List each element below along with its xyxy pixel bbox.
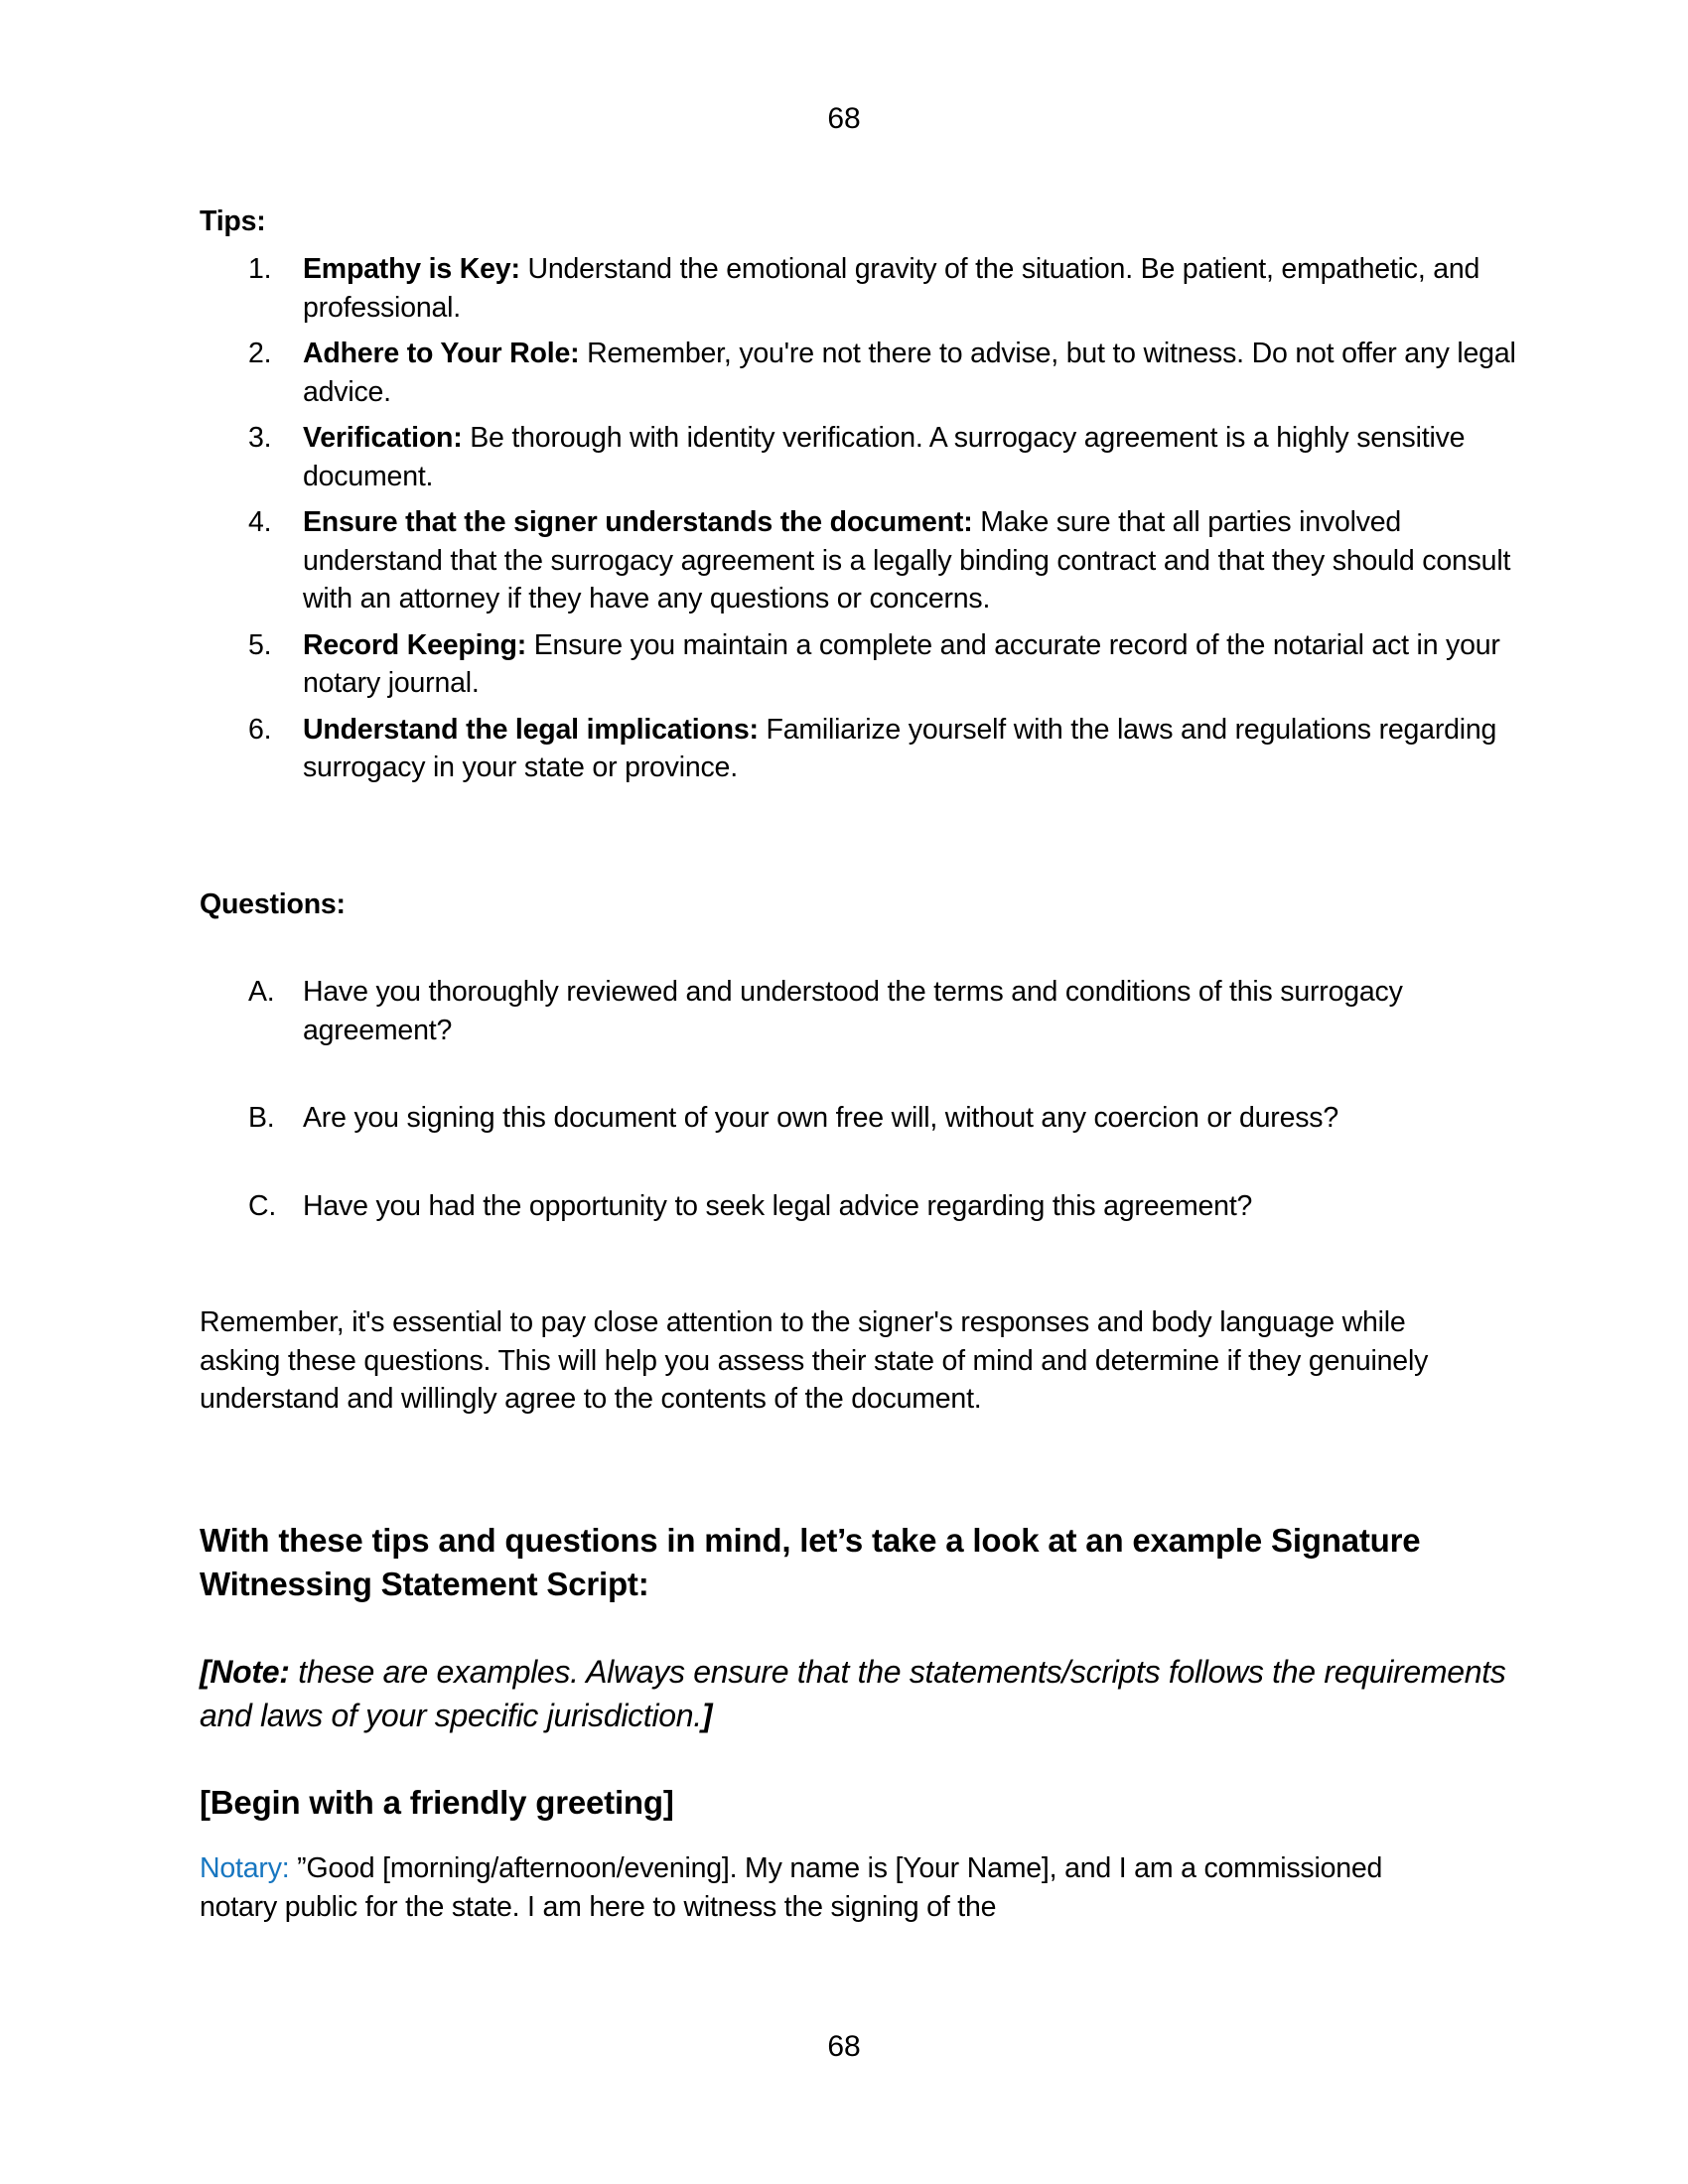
list-marker: 2. <box>248 338 272 369</box>
tip-text: Remember, you're not there to advise, but to witness. Do not offer any legal advice. <box>303 338 1516 408</box>
question-text: Are you signing this document of your own free will, without any coercion or duress? <box>303 1102 1338 1134</box>
note-text: these are examples. Always ensure that the statements/scripts follows the requirements and laws of your specific jurisdiction. <box>200 1654 1506 1733</box>
tip-text: Make sure that all parties involved understand that the surrogacy agreement is a legally binding contract and that they should consult with an attorney if they have any questions or concerns. <box>303 506 1511 614</box>
tip-text: Familiarize yourself with the laws and regulations regarding surrogacy in your state or province. <box>303 713 1497 783</box>
list-marker: 4. <box>248 506 272 538</box>
reminder-paragraph: Remember, it's essential to pay close attention to the signer's responses and body language while asking these questions. This will help you assess their state of mind and determine if they genuinely understand and willingly agree to the contents of the document. <box>200 1306 1429 1415</box>
tip-title: Empathy is Key: <box>303 253 520 285</box>
notary-dialogue <box>200 1849 1431 1926</box>
greeting-heading: [Begin with a friendly greeting] <box>200 1784 674 1821</box>
dialogue-line: ”Good [morning/afternoon/evening]. My name is [Your Name], and I am a commissioned notary public for the state. I am here to witness the signing of the <box>200 1852 1383 1923</box>
tips-list <box>200 250 1520 787</box>
tip-item <box>200 503 1520 618</box>
tip-title: Understand the legal implications: <box>303 713 759 746</box>
list-marker: 6. <box>248 713 272 746</box>
note-open-bracket: [ <box>200 1654 211 1690</box>
note-close-bracket: ] <box>701 1698 713 1733</box>
questions-section <box>200 973 1520 1225</box>
question-text: Have you thoroughly reviewed and understood the terms and conditions of this surrogacy agreement? <box>303 976 1403 1046</box>
script-intro-heading: With these tips and questions in mind, let’s take a look at an example Signature Witnessing Statement Script: <box>200 1522 1421 1602</box>
tips-section <box>200 250 1520 787</box>
note-label: Note: <box>210 1654 290 1690</box>
tip-title: Ensure that the signer understands the document: <box>303 506 973 538</box>
tip-item <box>200 335 1520 411</box>
tip-title: Verification: <box>303 422 463 454</box>
tip-title: Adhere to Your Role: <box>303 338 580 369</box>
footer-page-number: 68 <box>827 2030 861 2063</box>
tip-text: Understand the emotional gravity of the situation. Be patient, empathetic, and professional. <box>303 253 1480 324</box>
header-page-number: 68 <box>827 102 861 135</box>
tip-item <box>200 626 1520 703</box>
tip-item <box>200 419 1520 495</box>
questions-heading: Questions: <box>200 888 346 920</box>
tip-item <box>200 711 1520 787</box>
tip-item <box>200 250 1520 327</box>
tip-title: Record Keeping: <box>303 628 527 661</box>
speaker-label: Notary: <box>200 1852 290 1884</box>
question-item <box>200 1187 1520 1226</box>
list-marker: 1. <box>248 253 272 285</box>
question-item <box>200 973 1520 1049</box>
list-marker: C. <box>248 1189 277 1222</box>
list-marker: 3. <box>248 422 272 454</box>
list-marker: B. <box>248 1102 275 1134</box>
tip-text: Be thorough with identity verification. A surrogacy agreement is a highly sensitive document. <box>303 422 1466 492</box>
tip-text: Ensure you maintain a complete and accurate record of the notarial act in your notary journal. <box>303 628 1500 699</box>
jurisdiction-note <box>200 1650 1535 1737</box>
question-item <box>200 1099 1520 1138</box>
tips-heading: Tips: <box>200 205 266 237</box>
list-marker: A. <box>248 976 275 1008</box>
question-text: Have you had the opportunity to seek legal advice regarding this agreement? <box>303 1189 1253 1222</box>
questions-list <box>200 973 1520 1225</box>
list-marker: 5. <box>248 628 272 661</box>
